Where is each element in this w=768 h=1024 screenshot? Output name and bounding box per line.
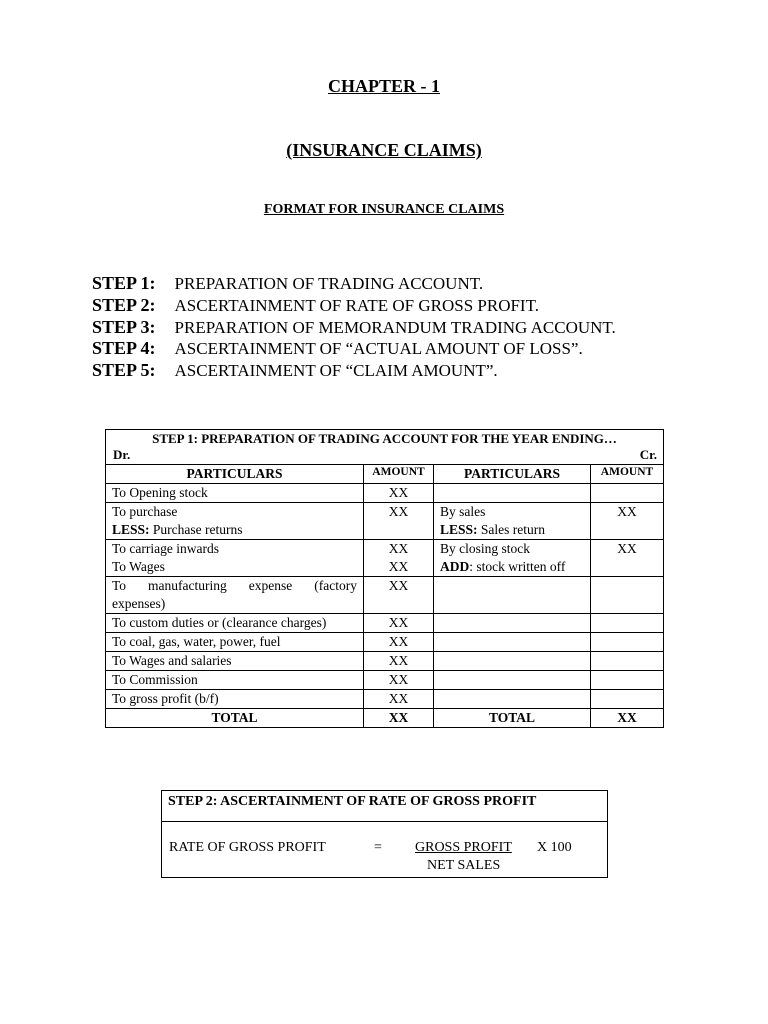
rate-label: RATE OF GROSS PROFIT <box>169 840 326 855</box>
closing-stock-cell: By closing stock ADD: stock written off <box>434 540 591 577</box>
step-item <box>92 338 616 360</box>
step-number: 3: <box>140 316 156 337</box>
chapter-heading: CHAPTER - 1 <box>328 76 440 96</box>
step-number: 4: <box>140 338 156 359</box>
dr-label: Dr. <box>113 447 131 462</box>
manufacturing-expense: To manufacturing expense (factory expenses) <box>106 577 364 614</box>
gross-profit-rate-box <box>161 790 608 878</box>
opening-stock: To Opening stock <box>106 484 364 503</box>
step-number: 5: <box>140 360 156 381</box>
step-item <box>92 317 616 339</box>
amount-cell: XX <box>364 484 434 503</box>
format-title: FORMAT FOR INSURANCE CLAIMS <box>263 202 505 217</box>
table-row <box>106 690 664 709</box>
custom-duties: To custom duties or (clearance charges) <box>106 614 364 633</box>
amount-cell: XX <box>364 690 434 709</box>
chapter-subtitle: (INSURANCE CLAIMS) <box>286 140 482 160</box>
amount-cell: XX <box>591 540 664 577</box>
amount-cell: XX <box>364 671 434 690</box>
step-text: ASCERTAINMENT OF “ACTUAL AMOUNT OF LOSS”. <box>174 339 583 359</box>
gross-profit: To gross profit (b/f) <box>106 690 364 709</box>
amount-dr-header: AMOUNT <box>364 465 434 484</box>
amount-cr-header: AMOUNT <box>591 465 664 484</box>
total-amount-cr: XX <box>591 709 664 728</box>
amount-cell: XX <box>364 614 434 633</box>
table-row <box>106 503 664 540</box>
steps-list <box>92 273 616 382</box>
table-row <box>106 671 664 690</box>
amount-cell: XX <box>364 652 434 671</box>
step-text: PREPARATION OF MEMORANDUM TRADING ACCOUNT. <box>174 317 616 337</box>
particulars-cr-header: PARTICULARS <box>434 465 591 484</box>
step-item <box>92 273 616 295</box>
multiplier: X 100 <box>537 840 572 855</box>
total-amount-dr: XX <box>364 709 434 728</box>
sales-cell: By sales LESS: Sales return <box>434 503 591 540</box>
table-row <box>106 633 664 652</box>
step-label: STEP <box>92 360 137 381</box>
particulars-dr-header: PARTICULARS <box>106 465 364 484</box>
coal-gas-water: To coal, gas, water, power, fuel <box>106 633 364 652</box>
step2-title: STEP 2: ASCERTAINMENT OF RATE OF GROSS PROFIT <box>162 791 607 822</box>
table-row <box>106 614 664 633</box>
amount-cell: XX <box>364 503 434 540</box>
step-text: ASCERTAINMENT OF “CLAIM AMOUNT”. <box>174 361 498 381</box>
step-label: STEP <box>92 273 137 293</box>
cr-label: Cr. <box>639 447 657 462</box>
amount-cell: XX <box>364 577 434 614</box>
commission: To Commission <box>106 671 364 690</box>
total-row <box>106 709 664 728</box>
step-label: STEP <box>92 338 137 359</box>
step-text: ASCERTAINMENT OF RATE OF GROSS PROFIT. <box>174 295 539 315</box>
table-row <box>106 577 664 614</box>
step-text: PREPARATION OF TRADING ACCOUNT. <box>174 274 484 293</box>
table-header-row <box>106 465 664 484</box>
carriage-inwards: To carriage inwards <box>112 541 220 556</box>
step-item <box>92 295 616 317</box>
total-label-cr: TOTAL <box>434 709 591 728</box>
purchase-cell: To purchase LESS: Purchase returns <box>106 503 364 540</box>
step-label: STEP <box>92 316 137 337</box>
table-row: To carriage inwards To Wages XX XX By closing stock ADD: stock written off XX <box>106 540 664 577</box>
total-label-dr: TOTAL <box>106 709 364 728</box>
trading-account-table <box>105 429 664 728</box>
table-row <box>106 652 664 671</box>
amount-cell: XX <box>364 633 434 652</box>
gross-profit-formula <box>162 822 607 880</box>
wages-and-salaries: To Wages and salaries <box>106 652 364 671</box>
table-caption-row <box>106 430 664 465</box>
step-number: 1: <box>140 273 156 293</box>
numerator: GROSS PROFIT <box>415 840 512 855</box>
table-row <box>106 484 664 503</box>
table-caption: STEP 1: PREPARATION OF TRADING ACCOUNT FOR THE YEAR ENDING… <box>152 431 617 446</box>
amount-cell: XX <box>591 503 664 540</box>
denominator: NET SALES <box>427 858 501 873</box>
wages: To Wages <box>112 559 165 574</box>
step-item <box>92 360 616 382</box>
step-number: 2: <box>140 294 156 315</box>
equals-sign: = <box>374 840 382 855</box>
step-label: STEP <box>92 294 137 315</box>
